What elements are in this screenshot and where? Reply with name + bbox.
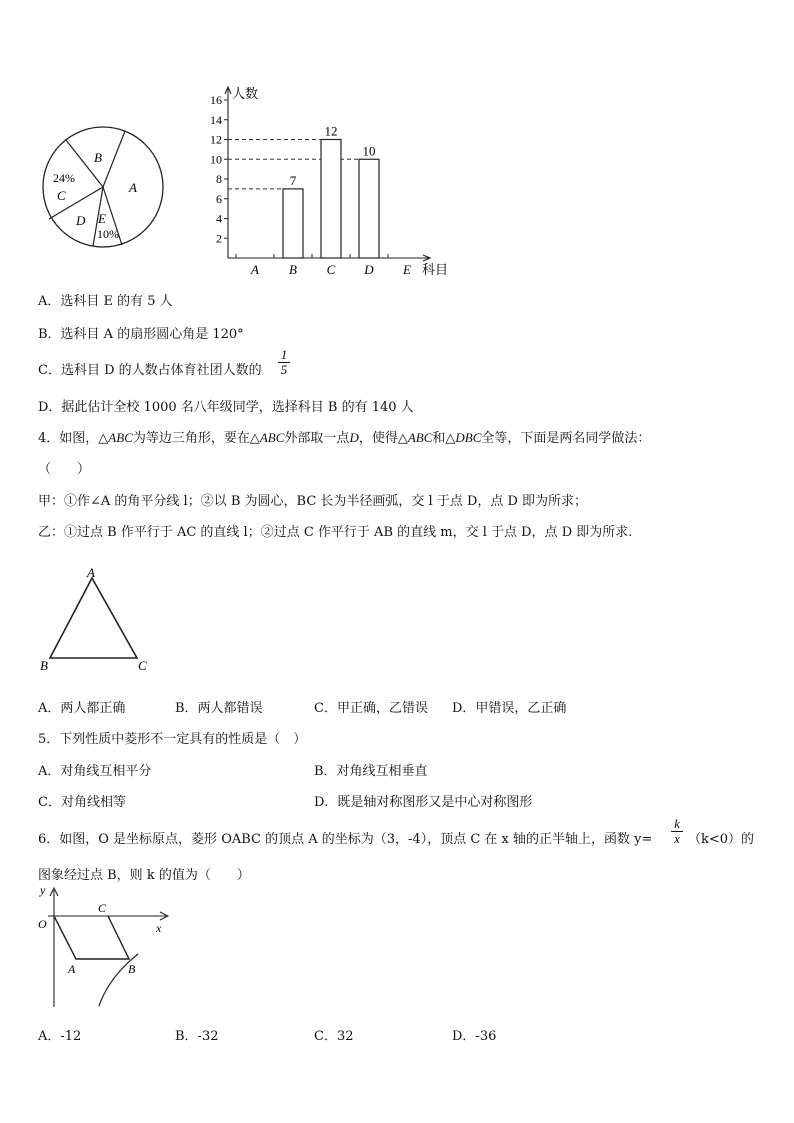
triangle-label-c: C — [138, 658, 147, 673]
axis-label-y: y — [40, 883, 46, 897]
y-tick-label: 14 — [210, 112, 222, 127]
pie-percent-e: 10% — [97, 227, 119, 241]
triangle-figure — [36, 565, 156, 675]
pie-label-a: A — [129, 180, 137, 195]
q5-option-a: A．对角线互相平分 — [38, 764, 152, 779]
coordinate-figure — [34, 882, 174, 1012]
fraction-numerator: k — [674, 816, 680, 831]
x-tick-label: A — [251, 262, 259, 277]
y-tick-label: 4 — [216, 211, 222, 226]
y-tick-label: 6 — [216, 191, 222, 206]
q5-option-b: B．对角线互相垂直 — [314, 764, 428, 779]
y-axis-label: 人数 — [232, 86, 259, 101]
q3-option-b: B．选科目 A 的扇形圆心角是 120° — [38, 327, 244, 342]
y-tick-label: 16 — [210, 93, 222, 107]
triangle-label-b: B — [40, 658, 48, 673]
axis-label-x: x — [156, 921, 162, 935]
q5-stem: 5．下列性质中菱形不一定具有的性质是（ ） — [38, 732, 307, 747]
q6-option-c: C．32 — [314, 1029, 354, 1044]
fraction-denominator: x — [674, 831, 680, 846]
q6-option-d: D．-36 — [452, 1029, 497, 1044]
bar-value-label: 12 — [324, 123, 338, 139]
pie-percent-c: 24% — [53, 171, 75, 185]
point-label-c: C — [98, 901, 107, 915]
bar — [283, 189, 303, 258]
fraction-numerator: 1 — [280, 347, 288, 362]
q4-answer-paren: （ ） — [38, 462, 91, 477]
x-tick-label: B — [289, 262, 297, 277]
q4-stem: 4．如图，△ABC为等边三角形，要在△ABC外部取一点D，使得△ABC和△DBC全等，下面是两名同学做法： — [38, 430, 651, 446]
q6-option-b: B．-32 — [175, 1029, 219, 1044]
q3-option-a: A．选科目 E 的有 5 人 — [38, 294, 173, 309]
pie-chart — [38, 122, 168, 252]
q4-option-d: D．甲错误，乙正确 — [452, 701, 567, 716]
bar — [321, 140, 341, 259]
q4-method-jia: 甲：①作∠A 的角平分线 l；②以 B 为圆心，BC 长为半径画弧，交 l 于点 D，点 D 即为所求； — [38, 494, 588, 509]
y-tick-label: 2 — [216, 231, 222, 246]
q3-option-c: C．选科目 D 的人数占体育社团人数的 — [38, 363, 262, 378]
q6-stem-line1-tail: （k<0）的 — [688, 832, 755, 847]
pie-label-c: C — [57, 188, 66, 203]
y-tick-label: 8 — [216, 172, 222, 186]
pie-label-e: E — [98, 211, 106, 226]
x-tick-label: E — [403, 262, 411, 277]
bar-value-label: 7 — [289, 172, 297, 188]
y-tick-label: 12 — [210, 132, 222, 147]
q6-fraction — [671, 817, 683, 846]
pie-label-d: D — [76, 213, 86, 228]
fraction-denominator: 5 — [280, 362, 288, 377]
pie-label-b: B — [94, 150, 102, 165]
bar — [359, 159, 379, 258]
point-label-a: A — [68, 962, 76, 976]
q6-option-a: A．-12 — [38, 1029, 82, 1044]
q4-method-yi: 乙：①过点 B 作平行于 AC 的直线 l；②过点 C 作平行于 AB 的直线 m，交 l 于点 D，点 D 即为所求. — [38, 525, 633, 540]
q3-option-d: D．据此估计全校 1000 名八年级同学，选择科目 B 的有 140 人 — [38, 400, 414, 415]
q4-option-b: B．两人都错误 — [175, 701, 263, 716]
x-tick-label: D — [364, 262, 374, 277]
point-label-o: O — [38, 917, 47, 931]
q6-stem-line2: 图象经过点 B，则 k 的值为（ ） — [38, 868, 250, 883]
point-label-b: B — [128, 962, 136, 976]
q3-option-c-fraction — [278, 348, 290, 377]
x-tick-label: C — [326, 262, 336, 277]
q5-option-d: D．既是轴对称图形又是中心对称图形 — [314, 795, 533, 810]
q6-stem-line1: 6．如图，O 是坐标原点，菱形 OABC 的顶点 A 的坐标为（3，-4），顶点 C 在 x 轴的正半轴上，函数 y= — [38, 832, 653, 847]
triangle-label-a: A — [87, 565, 95, 580]
y-tick-label: 10 — [210, 152, 222, 167]
q5-option-c: C．对角线相等 — [38, 795, 126, 810]
q4-option-c: C．甲正确，乙错误 — [314, 701, 428, 716]
x-axis-label: 科目 — [422, 262, 449, 277]
q4-option-a: A．两人都正确 — [38, 701, 126, 716]
bar-value-label: 10 — [362, 143, 376, 159]
bar-chart — [198, 84, 458, 280]
